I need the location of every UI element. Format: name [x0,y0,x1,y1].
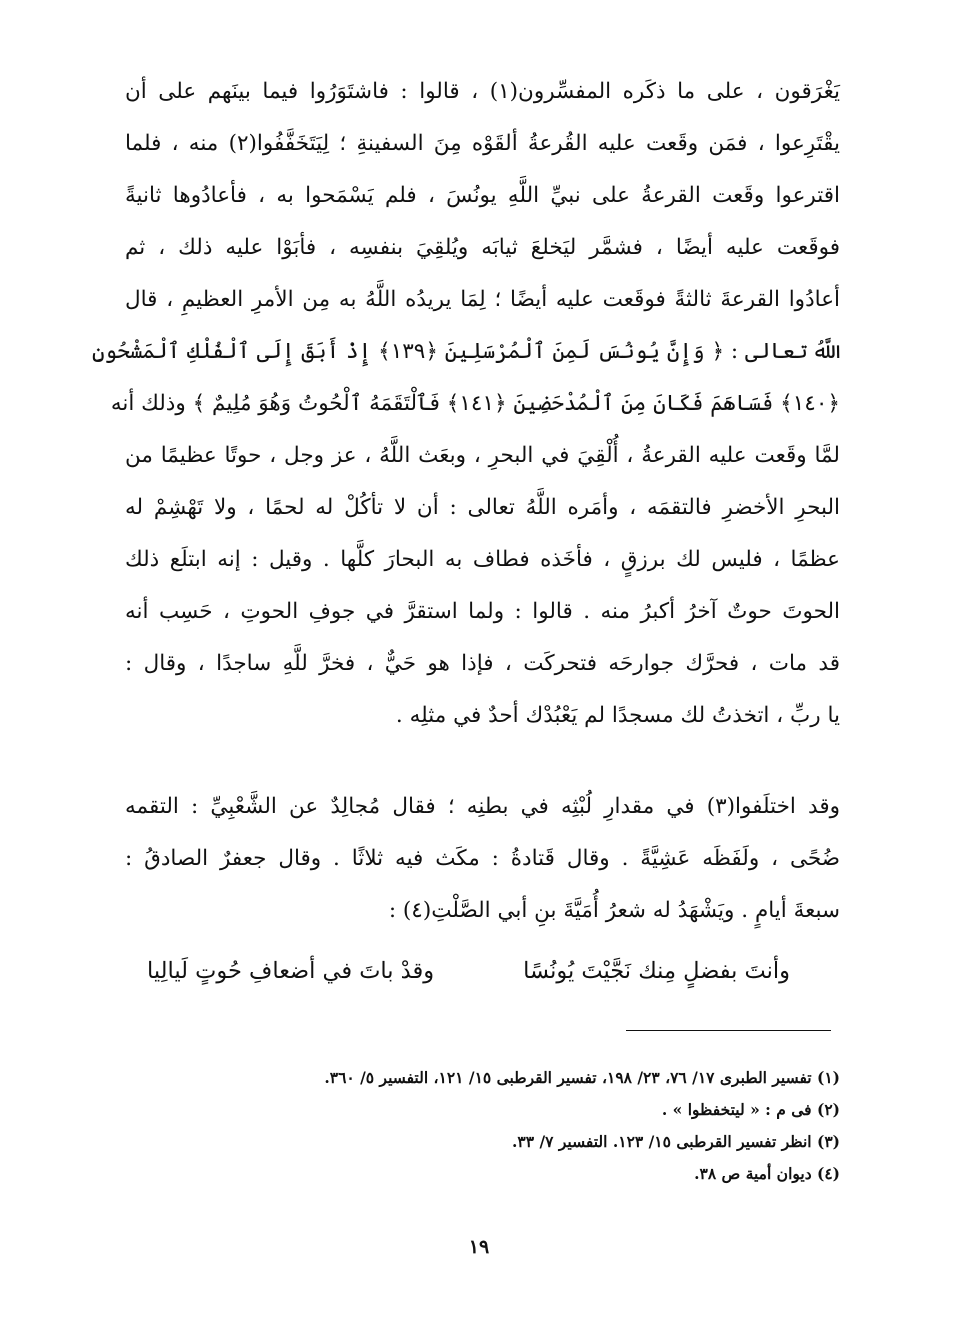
text-line: البحرِ الأخضرِ فالتقمَه ، وأمَره اللَّهُ تعالى : أن لا تأكُلْ له لحمًا ، ولا تَهْشِمْ له [125,495,840,520]
text-line: يا ربِّ ، اتخذتُ لك مسجدًا لم يَعْبُدْك أحدٌ في مثلِه . [395,703,840,728]
footnote-item: (٣) انظر تفسير القرطبى ١٥/ ١٢٣. التفسير ٧/ ٣٣. [512,1132,840,1151]
text-line: عظمًا ، فليس لك برزقٍ ، فأخَذه فطاف به البحارَ كلَّها . وقيل : إنه ابتلَع ذلك [125,547,840,572]
verse-second-hemistich: وقدْ باتَ في أضعافِ حُوتٍ لَيالِيا [147,958,435,984]
text-line: فوقَعت عليه أيضًا ، فشمَّر ليَخلعَ ثيابَه ويُلقِيَ بنفسِه ، فأبَوْا عليه ذلك ، ثم [125,235,840,260]
quran-line: اللَّهُ تعالى : ﴿ وَإِنَّ يُونُسَ لَمِنَ ٱلْمُرْسَلِينَ ﴿١٣٩﴾ إِذْ أَبَقَ إِلَى ٱلْفُلْكِ ٱلْمَشْحُونِ [91,339,840,364]
paragraph-second [125,781,840,937]
footnote-item: (١) تفسير الطبرى ١٧/ ٧٦، ٢٣/ ١٩٨، تفسير القرطبى ١٥/ ١٢١، التفسير ٥/ ٣٦٠. [324,1068,840,1087]
text-line: يقْتَرِعوا ، فمَن وقَعت عليه القُرعةُ ألقَوْه مِنَ السفينةِ ؛ لِيَتَخَفَّفُوا(٢) منه ، فلما [125,131,840,156]
text-line: الحوتَ حوتٌ آخرُ أكبرُ منه . قالوا : ولما استقرَّ في جوفِ الحوتِ ، حَسِب أنه [125,599,840,624]
text-line: سبعةَ أيامٍ . ويَشْهَدُ له شعرُ أُمَيَّةَ بنِ أبي الصَّلْتِ(٤) : [388,898,840,923]
footnote-item: (٤) ديوان أمية ص ٣٨. [694,1164,840,1183]
text-line: لمَّا وقَعت عليه القرعةُ ، أُلْقِيَ في البحرِ ، وبعَث اللَّهُ ، عز وجل ، حوتًا عظيمًا من [125,443,840,468]
text-line: أعادُوا القرعةَ ثالثةً فوقَعت عليه أيضًا ؛ لِمَا يريدُه اللَّهُ به مِن الأمرِ العظيمِ ، قال [125,287,840,312]
footnote-item: (٢) فى م : « ليتخفظوا » . [661,1100,840,1119]
quran-line: ﴿١٤٠﴾ فَسَاهَمَ فَكَانَ مِنَ ٱلْمُدْحَضِينَ ﴿١٤١﴾ فَٱلْتَقَمَهُ ٱلْحُوتُ وَهُوَ مُلِيمٌ ﴾ وذلك أنه [110,391,840,416]
page-number: ١٩ [468,1236,490,1258]
paragraph-main [91,66,840,742]
footnote-separator [626,1030,831,1031]
text-line: يَغْرَقون ، على ما ذكَره المفسِّرون(١) ، قالوا : فاشتَوَرُوا فيما بينَهم على أن [125,79,840,104]
text-line: ضُحًى ، ولَفَظَه عَشِيَّةً . وقال قَتادةُ : مكَث فيه ثلاثًا . وقال جعفرٌ الصادقُ : [125,846,840,871]
text-line: وقد اختلَفوا(٣) في مقدارِ لُبْثِه في بطنِه ؛ فقال مُجالِدٌ عن الشَّعْبِيِّ : التقمه [125,794,840,819]
poetry-verse [125,945,840,997]
verse-first-hemistich: وأنتَ بفضلٍ مِنك نَجَّيْتَ يُونُسًا [523,958,790,984]
text-line: اقترعوا وقَعت القرعةُ على نبيِّ اللَّهِ يونُسَ ، فلم يَسْمَحوا به ، فأعادُوها ثانيةً [125,183,840,208]
footnotes [200,1062,840,1190]
text-line: قد مات ، فحرَّك جوارحَه فتحركَت ، فإذا هو حَيٌّ ، فخرَّ للَّهِ ساجدًا ، وقال : [125,651,840,676]
